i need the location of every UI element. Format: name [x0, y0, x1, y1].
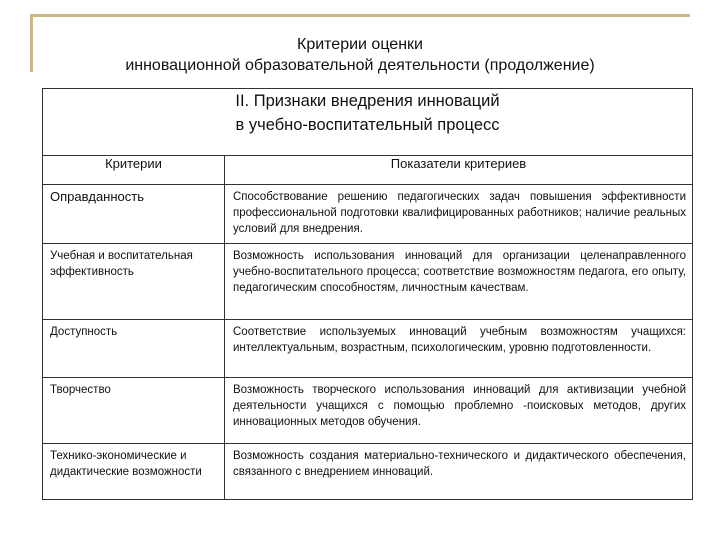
table-row	[43, 185, 693, 244]
indicator-cell: Возможность создания материально-технического и дидактического обеспечения, связанного с внедрением инноваций.	[225, 444, 693, 500]
accent-line-horizontal	[30, 14, 690, 17]
column-header-criteria: Критерии	[43, 156, 225, 185]
indicator-cell: Способствование решению педагогических задач повышения эффективности профессиональной подготовки квалифицированных работников; наличие реальных условий для внедрения.	[225, 185, 693, 244]
criterion-cell: Технико-экономические и дидактические возможности	[43, 444, 225, 500]
table-row	[43, 320, 693, 378]
column-header-indicators: Показатели критериев	[225, 156, 693, 185]
table-row	[43, 378, 693, 444]
criterion-cell: Оправданность	[43, 185, 225, 244]
table-row	[43, 444, 693, 500]
title-line-2: инновационной образовательной деятельности (продолжение)	[125, 57, 595, 74]
section-line-1: II. Признаки внедрения инноваций	[235, 92, 500, 110]
column-header-row	[43, 156, 693, 185]
criterion-cell: Творчество	[43, 378, 225, 444]
slide-title	[40, 34, 680, 76]
section-line-2: в учебно-воспитательный процесс	[235, 116, 500, 134]
criteria-table	[42, 88, 693, 500]
criterion-cell: Доступность	[43, 320, 225, 378]
indicator-cell: Возможность творческого использования инноваций для активизации учебной деятельности учащихся с помощью проблемно -поисковых методов, других инновационных методов обучения.	[225, 378, 693, 444]
section-header	[43, 89, 693, 156]
section-header-row	[43, 89, 693, 156]
indicator-cell: Возможность использования инноваций для организации целенаправленного учебно-воспитательного процесса; соответствие возможностям педагога, его опыту, педагогическим способностям, личностным качествам.	[225, 244, 693, 320]
title-line-1: Критерии оценки	[297, 36, 423, 53]
table-row	[43, 244, 693, 320]
accent-line-vertical	[30, 14, 33, 72]
indicator-cell: Соответствие используемых инноваций учебным возможностям учащихся: интеллектуальным, возрастным, психологическим, уровню подготовленности.	[225, 320, 693, 378]
criterion-cell: Учебная и воспитательная эффективность	[43, 244, 225, 320]
